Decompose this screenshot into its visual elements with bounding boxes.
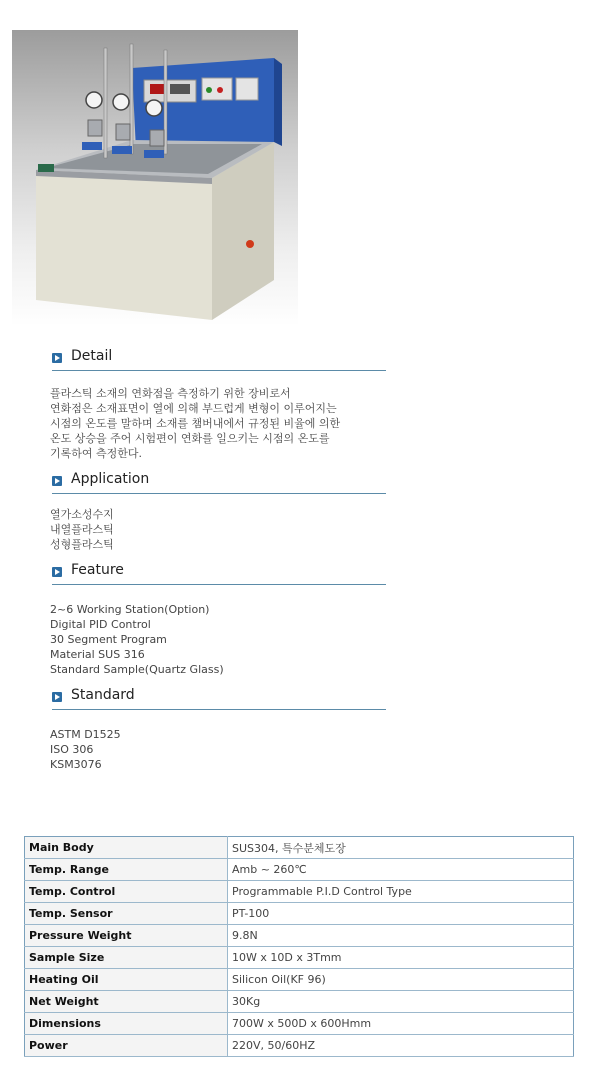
table-row xyxy=(25,991,574,1013)
table-row xyxy=(25,969,574,991)
feature-body xyxy=(50,602,224,677)
spec-value: 700W x 500D x 600Hmm xyxy=(228,1013,574,1035)
table-row xyxy=(25,837,574,859)
spec-value: SUS304, 특수분체도장 xyxy=(228,837,574,859)
section-title: Feature xyxy=(71,562,124,578)
feature-line: Material SUS 316 xyxy=(50,648,145,661)
table-row xyxy=(25,947,574,969)
standard-header xyxy=(52,687,386,710)
spec-key: Temp. Control xyxy=(25,881,228,903)
spec-value: 9.8N xyxy=(228,925,574,947)
spec-key: Temp. Range xyxy=(25,859,228,881)
spec-value: Programmable P.I.D Control Type xyxy=(228,881,574,903)
arrow-bullet-icon xyxy=(52,476,62,486)
table-row xyxy=(25,1035,574,1057)
spec-key: Pressure Weight xyxy=(25,925,228,947)
spec-key: Sample Size xyxy=(25,947,228,969)
detail-line: 기록하여 측정한다. xyxy=(50,447,143,460)
section-title: Detail xyxy=(71,348,113,364)
spec-table xyxy=(24,836,574,1057)
spec-value: 220V, 50/60HZ xyxy=(228,1035,574,1057)
spec-value: 30Kg xyxy=(228,991,574,1013)
spec-value: 10W x 10D x 3Tmm xyxy=(228,947,574,969)
spec-key: Power xyxy=(25,1035,228,1057)
spec-key: Temp. Sensor xyxy=(25,903,228,925)
table-row xyxy=(25,881,574,903)
feature-header xyxy=(52,562,386,585)
standard-line: KSM3076 xyxy=(50,758,102,771)
detail-header xyxy=(52,348,386,371)
spec-key: Main Body xyxy=(25,837,228,859)
heat-deflection-tester-illustration xyxy=(12,30,298,326)
table-row xyxy=(25,925,574,947)
product-photo xyxy=(12,30,298,326)
application-line: 성형플라스틱 xyxy=(50,538,114,551)
detail-line: 플라스틱 소재의 연화점을 측정하기 위한 장비로서 xyxy=(50,387,291,400)
standard-line: ASTM D1525 xyxy=(50,728,121,741)
standard-body xyxy=(50,727,121,772)
feature-line: 2~6 Working Station(Option) xyxy=(50,603,210,616)
detail-line: 시점의 온도를 말하며 소재를 챔버내에서 규정된 비율에 의한 xyxy=(50,417,341,430)
spec-key: Heating Oil xyxy=(25,969,228,991)
spec-key: Dimensions xyxy=(25,1013,228,1035)
application-line: 열가소성수지 xyxy=(50,508,114,521)
feature-line: 30 Segment Program xyxy=(50,633,167,646)
arrow-bullet-icon xyxy=(52,353,62,363)
table-row xyxy=(25,903,574,925)
detail-body xyxy=(50,386,340,461)
table-row xyxy=(25,1013,574,1035)
detail-line: 연화점은 소재표면이 열에 의해 부드럽게 변형이 이루어지는 xyxy=(50,402,337,415)
spec-value: Amb ~ 260℃ xyxy=(228,859,574,881)
feature-line: Digital PID Control xyxy=(50,618,151,631)
spec-value: PT-100 xyxy=(228,903,574,925)
table-row xyxy=(25,859,574,881)
standard-line: ISO 306 xyxy=(50,743,94,756)
detail-line: 온도 상승을 주어 시험편이 연화를 일으키는 시점의 온도를 xyxy=(50,432,330,445)
section-title: Standard xyxy=(71,687,135,703)
arrow-bullet-icon xyxy=(52,567,62,577)
section-title: Application xyxy=(71,471,150,487)
spec-value: Silicon Oil(KF 96) xyxy=(228,969,574,991)
arrow-bullet-icon xyxy=(52,692,62,702)
feature-line: Standard Sample(Quartz Glass) xyxy=(50,663,224,676)
application-header xyxy=(52,471,386,494)
spec-key: Net Weight xyxy=(25,991,228,1013)
application-body xyxy=(50,507,114,552)
application-line: 내열플라스틱 xyxy=(50,523,114,536)
